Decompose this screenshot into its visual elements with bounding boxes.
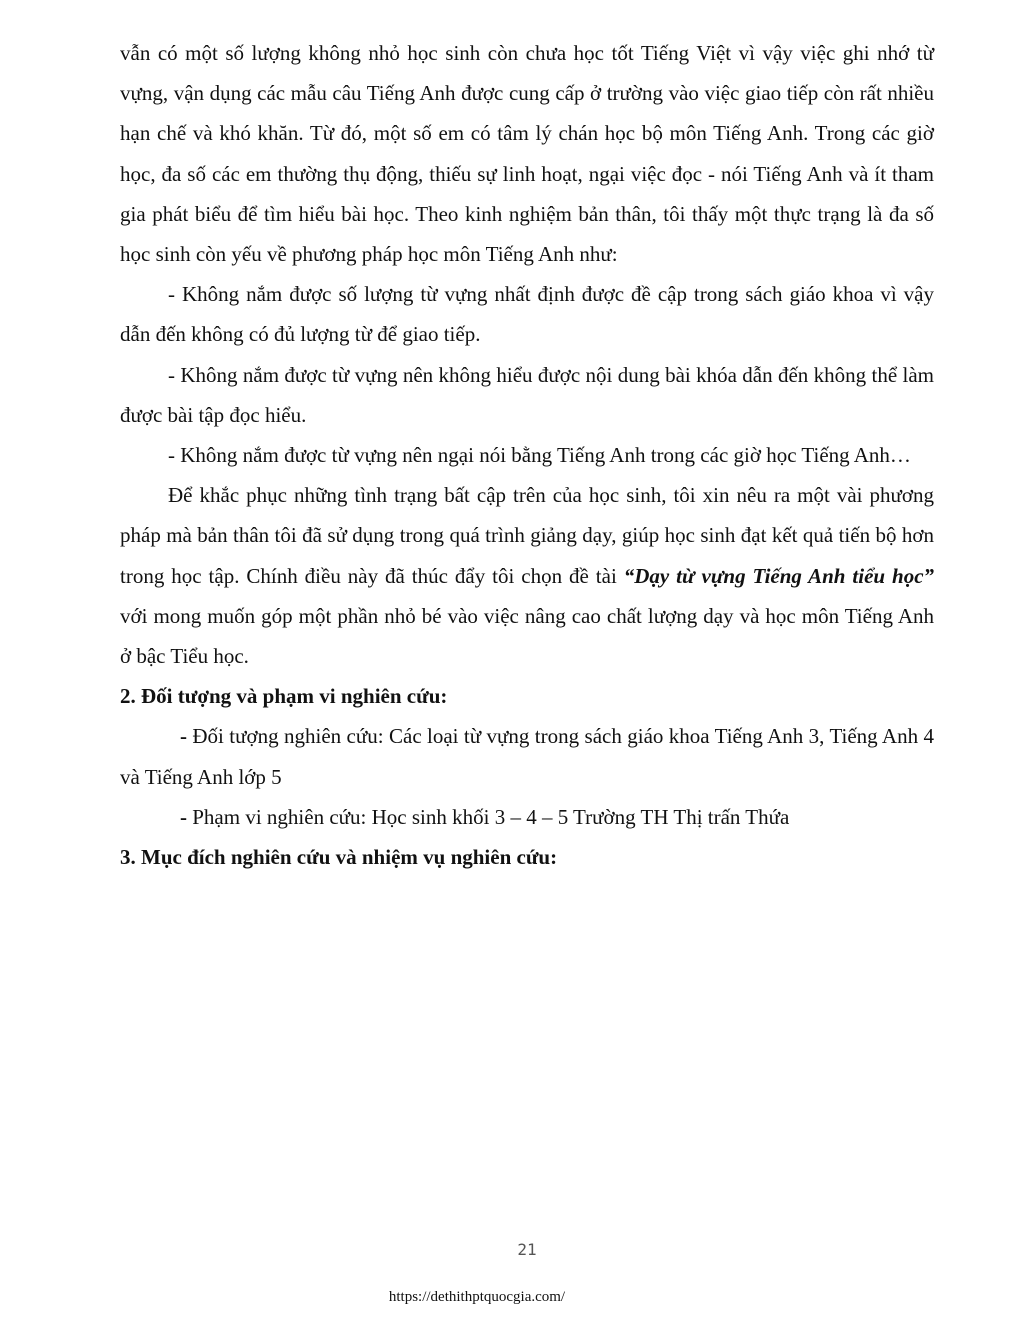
paragraph-solution [120,475,934,676]
bullet-reading-comprehension: - Không nắm được từ vựng nên không hiểu được nội dung bài khóa dẫn đến không thể làm được bài tập đọc hiểu. [120,362,934,427]
research-scope-text: Phạm vi nghiên cứu: Học sinh khối 3 – 4 – 5 Trường TH Thị trấn Thứa [192,804,790,829]
section-heading-3: 3. Mục đích nghiên cứu và nhiệm vụ nghiên cứu: [120,845,558,870]
paragraph-intro: vẫn có một số lượng không nhỏ học sinh còn chưa học tốt Tiếng Việt vì vậy việc ghi nhớ từ vựng, vận dụng các mẫu câu Tiếng Anh được cung cấp ở trường vào việc giao tiếp còn rất nhiều hạn chế và khó khăn. Từ đó, một số em có tâm lý chán học bộ môn Tiếng Anh. Trong các giờ học, đa số các em thường thụ động, thiếu sự linh hoạt, ngại việc đọc - nói Tiếng Anh và ít tham gia phát biểu để tìm hiểu bài học. Theo kinh nghiệm bản thân, tôi thấy một thực trạng là đa số học sinh còn yếu về phương pháp học môn Tiếng Anh như: [120,41,934,267]
research-scope-dash: - [180,804,193,829]
page-number: 21 [517,1240,537,1259]
bullet-vocabulary-quantity: - Không nắm được số lượng từ vựng nhất định được đề cập trong sách giáo khoa vì vậy dẫn đến không có đủ lượng từ để giao tiếp. [120,282,934,347]
section-heading-2: 2. Đối tượng và phạm vi nghiên cứu: [120,684,448,709]
document-page [120,33,934,877]
research-scope [120,797,934,837]
topic-title: “Dạy từ vựng Tiếng Anh tiểu học” [623,563,935,588]
bullet-speaking: - Không nắm được từ vựng nên ngại nói bằng Tiếng Anh trong các giờ học Tiếng Anh… [168,443,911,468]
solution-text-start: Để khắc phục những tình trạng bất cập trên của học sinh, tôi xin nêu ra một vài phương pháp mà bản thân tôi đã sử dụng trong quá trình giảng dạy, giúp học sinh đạt kết quả tiến bộ hơn trong học tập. Chính điều này đã thúc đẩy tôi chọn đề tài [120,483,934,588]
research-object-text: Đối tượng nghiên cứu: Các loại từ vựng trong sách giáo khoa Tiếng Anh 3, Tiếng Anh 4 và Tiếng Anh lớp 5 [120,724,934,789]
solution-text-end: với mong muốn góp một phần nhỏ bé vào việc nâng cao chất lượng dạy và học môn Tiếng Anh ở bậc Tiểu học. [120,603,934,669]
research-object-dash: - [180,724,193,749]
footer-url[interactable]: https://dethithptquocgia.com/ [388,1289,566,1305]
research-object [120,716,934,796]
